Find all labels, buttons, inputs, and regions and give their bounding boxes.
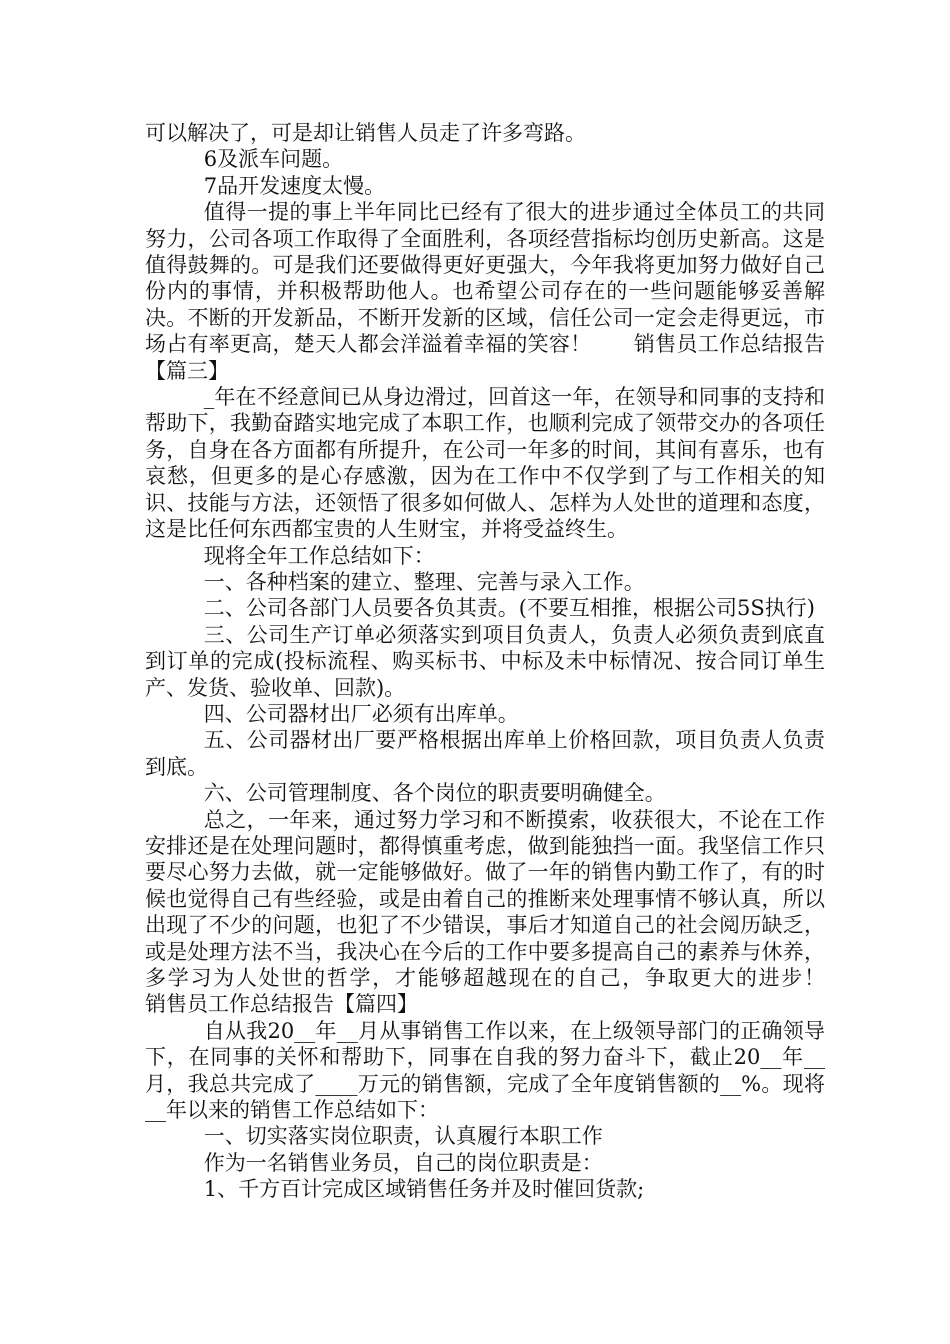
list-item: 四、公司器材出厂必须有出库单。 — [203, 701, 519, 726]
paragraph: 总之，一年来，通过努力学习和不断摸索，收获很大，不论在工作安排还是在处理问题时，都得慎重考虑，做到能独挡一面。我坚信工作只要尽心努力去做，就一定能够做好。做了一年的销售内勤工作了，有的时候也觉得自己有些经验，或是由着自己的推断来处理事情不够认真，所以出现了不少的问题，也犯了不少错误，事后才知道自己的社会阅历缺乏，或是处理方法不当，我决心在今后的工作中要多提高自己的素养与休养，多学习为人处世的哲学，才能够超越现在的自己，争取更大的进步！ 销售员工作总结报告【篇四】 — [145, 807, 867, 1017]
paragraph: 7品开发速度太慢。 — [203, 173, 386, 198]
paragraph: 6及派车问题。 — [203, 147, 344, 172]
paragraph: 可以解决了，可是却让销售人员走了许多弯路。 — [145, 121, 586, 145]
list-item: 一、各种档案的建立、整理、完善与录入工作。 — [203, 569, 645, 594]
document-body — [145, 120, 867, 1203]
list-item: 二、公司各部门人员要各负其责。(不要互相推，根据公司5S执行) — [203, 596, 815, 621]
list-item: 三、公司生产订单必须落实到项目负责人，负责人必须负责到底直到订单的完成(投标流程、购买标书、中标及未中标情况、按合同订单生产、发货、验收单、回款)。 — [145, 622, 825, 700]
list-item: 六、公司管理制度、各个岗位的职责要明确健全。 — [203, 781, 666, 806]
paragraph: _年在不经意间已从身边滑过，回首这一年，在领导和同事的支持和帮助下，我勤奋踏实地完成了本职工作，也顺利完成了领带交办的各项任务，自身在各方面都有所提升，在公司一年多的时间，其间有喜乐，也有哀愁，但更多的是心存感激，因为在工作中不仅学到了与工作相关的知识、技能与方法，还领悟了很多如何做人、怎样为人处世的道理和态度，这是比任何东西都宝贵的人生财宝，并将受益终生。 — [145, 385, 825, 542]
paragraph: 自从我20__年__月从事销售工作以来，在上级领导部门的正确领导下，在同事的关怀和帮助下，同事在自我的努力奋斗下，截止20__年__月，我总共完成了____万元的销售额，完成了全年度销售额的__%。现将__年以来的销售工作总结如下： — [145, 1018, 825, 1123]
section-heading: 一、切实落实岗位职责，认真履行本职工作 — [203, 1124, 603, 1149]
paragraph: 值得一提的事上半年同比已经有了很大的进步通过全体员工的共同努力，公司各项工作取得了全面胜利，各项经营指标均创历史新高。这是值得鼓舞的。可是我们还要做得更好更强大，今年我将更加努力做好自己份内的事情，并积极帮助他人。也希望公司存在的一些问题能够妥善解决。不断的开发新品，不断开发新的区域，信任公司一定会走得更远，市场占有率更高，楚天人都会洋溢着幸福的笑容！ 销售员工作总结报告【篇三】 — [145, 200, 825, 383]
paragraph: 作为一名销售业务员，自己的岗位职责是： — [203, 1150, 603, 1175]
paragraph: 现将全年工作总结如下： — [203, 543, 435, 568]
list-item: 五、公司器材出厂要严格根据出库单上价格回款，项目负责人负责到底。 — [145, 728, 825, 779]
list-item: 1、千方百计完成区域销售任务并及时催回货款; — [203, 1177, 645, 1202]
